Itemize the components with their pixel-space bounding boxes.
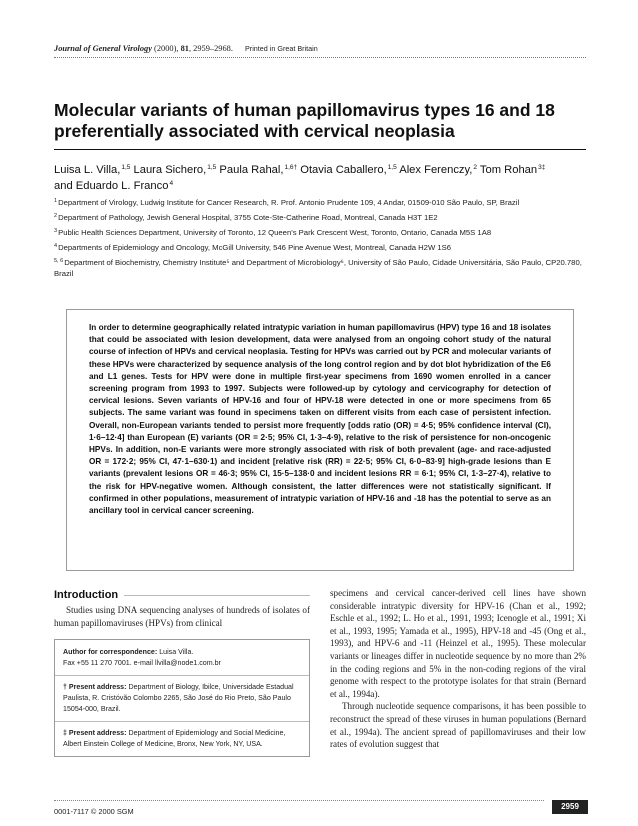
author: Otavia Caballero,$^{1,5}$ (300, 164, 397, 176)
affiliation-list (54, 197, 586, 283)
right-column (330, 587, 586, 751)
journal-volume: 81 (180, 44, 189, 53)
author: Alex Ferenczy,$^2$ (399, 164, 478, 176)
affiliation: $^1$Department of Virology, Ludwig Institute for Cancer Research, R. Prof. Antonio Prudente 109, 4 Andar, 01509-010 São Paulo, SP, Brazil (54, 198, 520, 207)
intro-paragraph: Studies using DNA sequencing analyses of hundreds of isolates of human papillomaviruses (HPVs) from clinical (54, 605, 310, 628)
author: Tom Rohan$^{3\ddagger}$ (479, 164, 546, 176)
section-heading-introduction: Introduction (54, 589, 119, 601)
intro-paragraph: Through nucleotide sequence comparisons, it has been possible to reconstruct the spread of these viruses in human populations (Bernard et al., 1994a). The ancient spread of papillomaviruses and their low rates of evolution suggest that (330, 701, 586, 750)
author-list (54, 162, 586, 194)
header-divider (54, 57, 586, 58)
author: Luisa L. Villa,$^{1,5}$ (54, 164, 131, 176)
affiliation: $^2$Department of Pathology, Jewish General Hospital, 3755 Cote-Ste-Catherine Road, Montreal, Canada H3T 1E2 (54, 213, 438, 222)
footer-divider (54, 800, 544, 801)
intro-paragraph: specimens and cervical cancer-derived cell lines have shown considerable intratypic diversity for HPV-16 (Chan et al., 1992; Eschle et al., 1992; L. Ho et al., 1991, 1993; Icenogle et al., 1991; Xi et al., 1993, 1995; Yamada et al., 1995), HPV-18 and -45 (Ong et al., 1993), and HPV-6 and -11 (Heinzel et al., 1995). These molecular variants or lineages differ in nucleotide sequence by no more than 2% in the coding regions and 5% in the non-coding regions of the viral genome with respect to the prototype isolates for that strain (Bernard et al., 1994a). (330, 588, 586, 699)
issn-copyright: 0001-7117 © 2000 SGM (54, 807, 134, 816)
affiliation: $^3$Public Health Sciences Department, University of Toronto, 12 Queen's Park Crescent West, Toronto, Ontario, Canada M5S 1A8 (54, 228, 492, 237)
journal-pages: , 2959–2968. (188, 44, 233, 53)
title-divider (54, 149, 586, 150)
affiliation: $^{5, 6}$Department of Biochemistry, Chemistry Institute⁵ and Department of Microbiology⁶, University of São Paulo, Cidade Universitária, São Paulo, CP20.780, Brazil (54, 258, 582, 278)
section-divider (124, 595, 310, 596)
correspondence-note: Author for correspondence: Luisa Villa. Fax +55 11 270 7001. e-mail llvilla@node1.com.br (63, 648, 221, 668)
author: Paula Rahal,$^{1,6\dagger}$ (219, 164, 298, 176)
abstract-text: In order to determine geographically related intratypic variation in human papillomavirus (HPV) type 16 and 18 isolates that could be associated with lesion development, data were analysed from an ongoing cohort study of the natural course of infection of HPVs and cervical neoplasia. Testing for HPVs was carried out by PCR and molecular variants of these HPVs were characterized by sequence analysis of the long control region and by dot blot hybridization of the E6 and L1 genes. Tests for HPV were done in multiple first-year specimens from 1690 women enrolled in a cancer screening program from 1993 to 1997. Subjects were followed-up by cytology and cervicography for detection of cervical lesions. Seven variants of HPV-16 and four of HPV-18 were detected in one or more specimens from 65 subjects. The same variant was found in specimens taken on different visits from each case of persistent infection. Overall, non-European variants tended to persist more frequently [odds ratio (OR) = 4·5; 95% confidence interval (CI), 1·6–12·4] than European (E) variants (OR = 2·5; 95% CI, 1·3–4·9), relative to the risk of persistence for non-oncogenic HPVs. In addition, non-E variants were more strongly associated with risk of both prevalent (age- and race-adjusted OR = 172·2; 95% CI, 47·1–630·1) and incident [relative risk (RR) = 22·5; 95% CI, 6·0–83·9] high-grade lesions than E variants (prevalent lesions OR = 46·3; 95% CI, 15·5–138·0 and incident lesions RR = 6·1; 95% CI, 1·3–27·4), relative to the risk for HPV-negative women. Although consistent, the latter differences were not statistically significant. If confirmed in other populations, measurement of intratypic variation of HPV-16 and -18 has the potential to serve as an ancillary tool in cervical cancer screening. (89, 323, 551, 516)
author: and Eduardo L. Franco$^4$ (54, 180, 174, 192)
left-column (54, 587, 310, 757)
journal-name: Journal of General Virology (54, 44, 152, 53)
present-address-note: ‡ Present address: Department of Epidemiology and Social Medicine, Albert Einstein College of Medicine, Bronx, New York, NY, USA. (63, 729, 286, 749)
present-address-note: † Present address: Department of Biology, Ibilce, Universidade Estadual Paulista, R. Cristóvão Colombo 2265, São José do Rio Preto, São Paulo 15054-000, Brazil. (63, 683, 294, 714)
correspondence-contact: Fax +55 11 270 7001. e-mail llvilla@node1.com.br (63, 659, 221, 668)
notes-divider (55, 721, 309, 722)
page-number: 2959 (552, 800, 588, 814)
article-title: Molecular variants of human papillomavirus types 16 and 18 preferentially associated with cervical neoplasia (54, 100, 555, 141)
abstract-box (66, 309, 574, 571)
printed-note: Printed in Great Britain (245, 44, 318, 53)
journal-citation (54, 44, 586, 53)
affiliation: $^4$Departments of Epidemiology and Oncology, McGill University, 546 Pine Avenue West, Montreal, Canada H2W 1S6 (54, 243, 452, 252)
journal-year: (2000), (154, 44, 179, 53)
author: Laura Sichero,$^{1,5}$ (133, 164, 217, 176)
notes-divider (55, 675, 309, 676)
author-notes-box (54, 639, 310, 757)
